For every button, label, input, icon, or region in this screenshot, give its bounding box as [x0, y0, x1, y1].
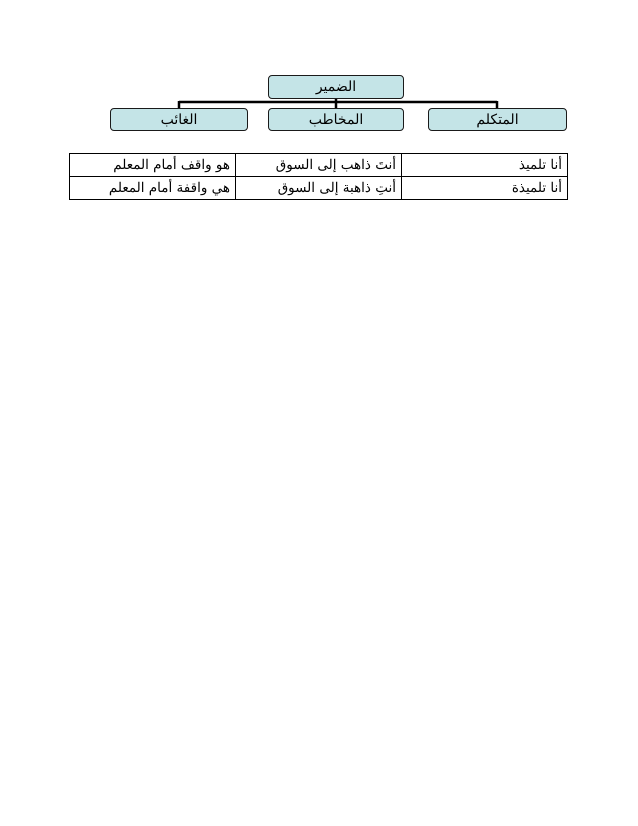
examples-table: [69, 153, 568, 200]
table-cell: أنتِ ذاهبة إلى السوق: [236, 177, 402, 200]
child-node-label: الغائب: [160, 111, 198, 128]
table-row: [70, 154, 568, 177]
table-cell: هو واقف أمام المعلم: [70, 154, 236, 177]
child-node-speaker: [428, 108, 567, 131]
child-node-addressee: [268, 108, 404, 131]
table-cell: أنا تلميذ: [402, 154, 568, 177]
table-cell: أنا تلميذة: [402, 177, 568, 200]
root-node-pronoun: [268, 75, 404, 99]
table-cell: هي واقفة أمام المعلم: [70, 177, 236, 200]
child-node-absent: [110, 108, 248, 131]
child-node-label: المخاطب: [308, 111, 364, 128]
child-node-label: المتكلم: [476, 111, 519, 128]
root-node-label: الضمير: [315, 79, 357, 95]
table-row: [70, 177, 568, 200]
table-cell: أنتَ ذاهب إلى السوق: [236, 154, 402, 177]
